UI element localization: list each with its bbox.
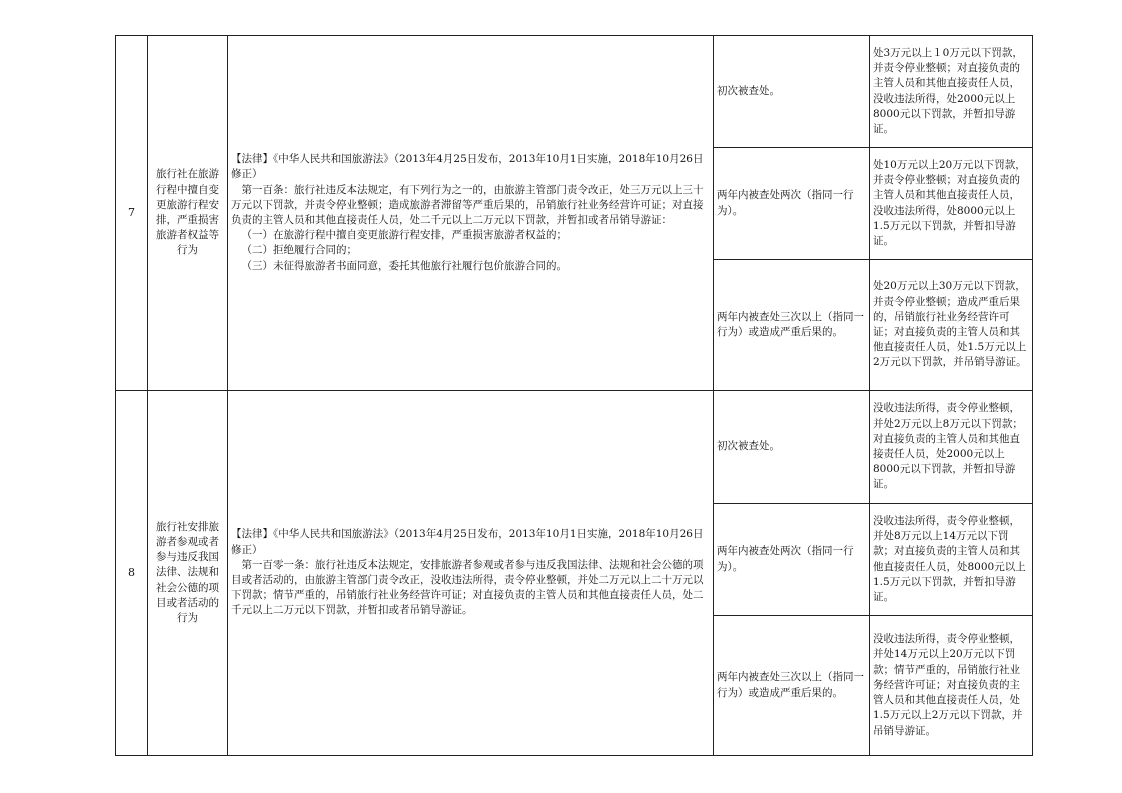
tier-condition: 两年内被查处三次以上（指同一行为）或造成严重后果的。: [714, 616, 870, 756]
penalty-table: [115, 35, 1033, 756]
tier-condition: 初次被查处。: [714, 36, 870, 148]
tier-condition: 初次被查处。: [714, 391, 870, 504]
law-article: 第一百零一条：旅行社违反本法规定，安排旅游者参观或者参与违反我国法律、法规和社会公德的项目或者活动的，由旅游主管部门责令改正，没收违法所得，责令停业整顿，并处二万元以上二十万元以下罚款；情节严重的，吊销旅行社业务经营许可证；对直接负责的主管人员和其他直接责任人员，处二千元以上二万元以下罚款，并暂扣或者吊销导游证。: [231, 558, 704, 617]
law-title: 【法律】《中华人民共和国旅游法》（2013年4月25日发布，2013年10月1日实施，2018年10月26日修正）: [231, 153, 704, 181]
law-title: 【法律】《中华人民共和国旅游法》（2013年4月25日发布，2013年10月1日实施，2018年10月26日修正）: [231, 528, 704, 556]
tier-condition: 两年内被查处三次以上（指同一行为）或造成严重后果的。: [714, 260, 870, 391]
violation-subject: 旅行社在旅游行程中擅自变更旅游行程安排，严重损害旅游者权益等行为: [148, 36, 228, 391]
row-number: 7: [116, 36, 148, 391]
law-item: （一）在旅游行程中擅自变更旅游行程安排，严重损害旅游者权益的；: [241, 229, 567, 242]
law-article: 第一百条：旅行社违反本法规定，有下列行为之一的，由旅游主管部门责令改正，处三万元以上三十万元以下罚款，并责令停业整顿；造成旅游者滞留等严重后果的，吊销旅行社业务经营许可证；对直接负责的主管人员和其他直接责任人员，处二千元以上二万元以下罚款，并暂扣或者吊销导游证：: [231, 183, 704, 226]
law-item: （二）拒绝履行合同的；: [241, 244, 357, 257]
table-row: [116, 36, 1033, 148]
violation-subject: 旅行社安排旅游者参观或者参与违反我国法律、法规和社会公德的项目或者活动的行为: [148, 391, 228, 756]
legal-basis: [228, 391, 714, 756]
penalty-table-page: [115, 35, 1032, 755]
tier-condition: 两年内被查处两次（指同一行为）。: [714, 148, 870, 260]
legal-basis: [228, 36, 714, 391]
table-row: [116, 391, 1033, 504]
tier-penalty: 没收违法所得，责令停业整顿，并处14万元以上20万元以下罚款；情节严重的，吊销旅行社业务经营许可证；对直接负责的主管人员和其他直接责任人员，处1.5万元以上2万元以下罚款，并吊销导游证。: [870, 616, 1033, 756]
tier-condition: 两年内被查处两次（指同一行为）。: [714, 504, 870, 616]
tier-penalty: 处3万元以上１0万元以下罚款，并责令停业整顿；对直接负责的主管人员和其他直接责任人员，没收违法所得，处2000元以上8000元以下罚款，并暂扣导游证。: [870, 36, 1033, 148]
row-number: 8: [116, 391, 148, 756]
tier-penalty: 没收违法所得，责令停业整顿，并处8万元以上14万元以下罚款；对直接负责的主管人员和其他直接责任人员，处8000元以上1.5万元以下罚款，并暂扣导游证。: [870, 504, 1033, 616]
tier-penalty: 处10万元以上20万元以下罚款，并责令停业整顿；对直接负责的主管人员和其他直接责任人员，没收违法所得，处8000元以上1.5万元以下罚款，并暂扣导游证。: [870, 148, 1033, 260]
tier-penalty: 处20万元以上30万元以下罚款，并责令停业整顿；造成严重后果的，吊销旅行社业务经营许可证；对直接负责的主管人员和其他直接责任人员，处1.5万元以上2万元以下罚款，并吊销导游证。: [870, 260, 1033, 391]
law-item: （三）未征得旅游者书面同意，委托其他旅行社履行包价旅游合同的。: [241, 259, 567, 272]
tier-penalty: 没收违法所得，责令停业整顿，并处2万元以上8万元以下罚款；对直接负责的主管人员和其他直接责任人员，处2000元以上8000元以下罚款，并暂扣导游证。: [870, 391, 1033, 504]
